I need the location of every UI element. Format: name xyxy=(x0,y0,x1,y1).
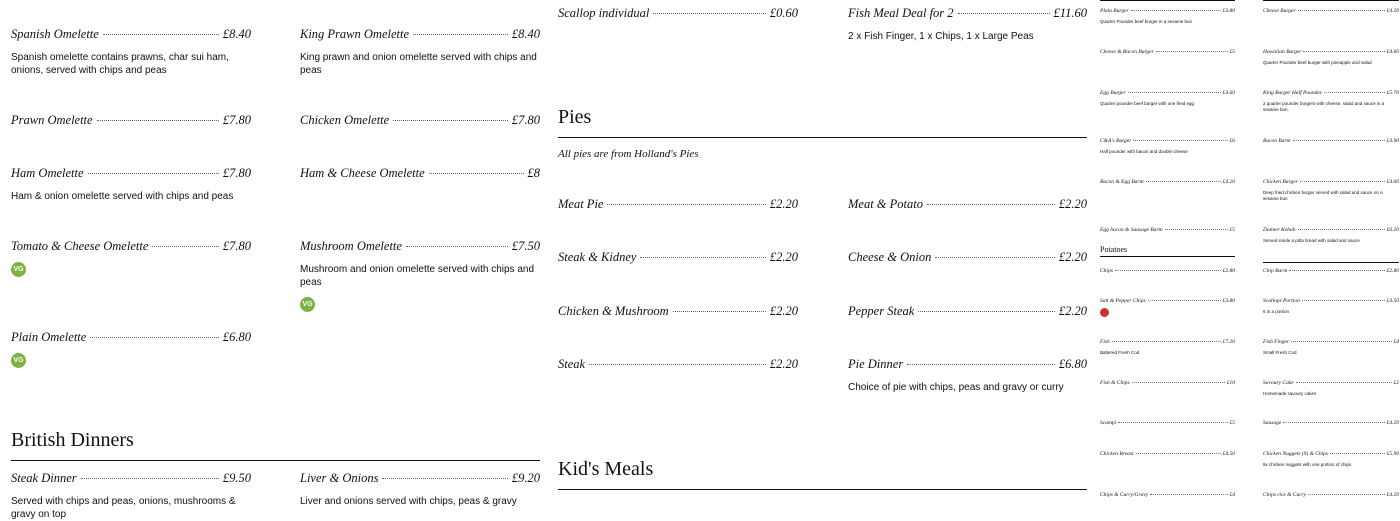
item-price: £6.20 xyxy=(1386,227,1399,233)
item-name: Cheese Burger xyxy=(1263,8,1296,14)
item-name: Meat Pie xyxy=(558,197,604,211)
menu-column-3 xyxy=(558,0,798,500)
item-price: £5 xyxy=(1229,49,1235,55)
item-name: Chicken Omelette xyxy=(300,113,390,127)
item-name: Fish Finger xyxy=(1263,339,1290,345)
menu-item xyxy=(848,6,1087,43)
item-description: King prawn and onion omelette served with chips and peas xyxy=(300,52,537,76)
item-description: Spanish omelette contains prawns, char sui ham, onions, served with chips and peas xyxy=(11,52,229,76)
item-price: £6 xyxy=(1229,138,1235,144)
menu-item xyxy=(1263,380,1399,397)
item-price: £7.80 xyxy=(222,113,251,127)
item-name: Chicken Burger xyxy=(1263,179,1298,185)
section-title: British Dinners xyxy=(11,429,134,451)
item-name: Fish Meal Deal for 2 xyxy=(848,6,954,20)
item-price: £2.20 xyxy=(769,304,798,318)
item-description: Served with chips and peas, onions, mushrooms & gravy on top xyxy=(11,496,236,520)
menu-item xyxy=(558,197,798,212)
item-price: £7.20 xyxy=(1222,339,1235,345)
menu-item xyxy=(1100,492,1235,498)
item-name: Chicken Nuggets (9) & Chips xyxy=(1263,451,1329,457)
item-name: Pie Dinner xyxy=(848,357,904,371)
item-name: Salt & Pepper Chips xyxy=(1100,298,1146,304)
item-price: £9.20 xyxy=(511,471,540,485)
item-description: 2 x Fish Finger, 1 x Chips, 1 x Large Peas xyxy=(848,31,1034,42)
item-description: Quarter Pounder beef burger in a sesame bun xyxy=(1100,19,1193,24)
item-description: Homemade savoury cakes xyxy=(1263,391,1317,396)
item-description: 6 in a portion xyxy=(1263,309,1290,314)
item-price: £7.80 xyxy=(222,166,251,180)
menu-item xyxy=(848,357,1087,394)
item-description: Quarter pounder beef burger with one fried egg xyxy=(1100,101,1195,106)
menu-item xyxy=(558,6,798,21)
item-description: Half pounder with bacon and double cheese xyxy=(1100,149,1188,154)
item-description: Ham & onion omelette served with chips and peas xyxy=(11,191,234,202)
item-price: £2.80 xyxy=(1386,268,1399,274)
item-name: King Prawn Omelette xyxy=(300,27,410,41)
item-price: £2.20 xyxy=(769,197,798,211)
spicy-chili-icon xyxy=(1100,308,1109,317)
item-description: Served inside a pitta bread with salad and sauce xyxy=(1263,238,1360,243)
menu-item xyxy=(1263,339,1399,356)
item-description: 9x chicken nuggets with one portion of chips xyxy=(1263,462,1352,467)
item-price: £2 xyxy=(1393,380,1399,386)
menu-item xyxy=(1263,179,1399,202)
item-price: £2.20 xyxy=(1058,250,1087,264)
item-price: £4.20 xyxy=(1386,420,1399,426)
item-name: Plain Omelette xyxy=(11,330,87,344)
item-price: £9.50 xyxy=(222,471,251,485)
menu-item xyxy=(300,239,540,312)
menu-item xyxy=(300,166,540,181)
item-name: Steak Dinner xyxy=(11,471,77,485)
menu-item xyxy=(1100,138,1235,155)
item-name: Cheese & Bacon Burger xyxy=(1100,49,1154,55)
item-name: Steak & Kidney xyxy=(558,250,637,264)
menu-item xyxy=(1100,179,1235,185)
item-name: Scampi xyxy=(1100,420,1117,426)
item-name: Plain Burger xyxy=(1100,8,1129,14)
item-price: £5.90 xyxy=(1386,451,1399,457)
menu-item xyxy=(1100,90,1235,107)
menu-item xyxy=(1100,8,1235,25)
item-name: Chip Barm xyxy=(1263,268,1288,274)
item-price: £7.80 xyxy=(511,113,540,127)
item-name: Ham Omelette xyxy=(11,166,84,180)
menu-item xyxy=(1263,49,1399,66)
item-name: Pepper Steak xyxy=(848,304,915,318)
item-price: £4.20 xyxy=(1386,8,1399,14)
item-price: £4 xyxy=(1393,339,1399,345)
item-name: Chicken & Mushroom xyxy=(558,304,669,318)
menu-item xyxy=(11,166,251,203)
menu-item xyxy=(558,304,798,319)
item-name: Tomato & Cheese Omelette xyxy=(11,239,149,253)
item-price: £6.80 xyxy=(1058,357,1087,371)
menu-item xyxy=(1263,227,1399,244)
item-price: £2.80 xyxy=(1222,268,1235,274)
vegetarian-badge-icon: VG xyxy=(11,353,26,368)
menu-item xyxy=(848,250,1087,265)
item-price: £3.80 xyxy=(1222,298,1235,304)
menu-item xyxy=(11,113,251,128)
section-heading-potatoes xyxy=(1100,245,1235,262)
item-price: £11.60 xyxy=(1053,6,1087,20)
item-price: £3.80 xyxy=(1222,8,1235,14)
item-name: Egg bacon & Sausage Barm xyxy=(1100,227,1163,233)
menu-item xyxy=(1100,268,1235,274)
item-name: Steak xyxy=(558,357,586,371)
item-name: C&A's Burger xyxy=(1100,138,1132,144)
item-name: Sausage xyxy=(1263,420,1282,426)
item-price: £4.60 xyxy=(1386,49,1399,55)
item-price: £0.60 xyxy=(769,6,798,20)
menu-column-2 xyxy=(300,0,540,507)
item-description: Battered Fresh Cod xyxy=(1100,350,1140,355)
menu-item xyxy=(1100,227,1235,233)
menu-item xyxy=(558,357,798,372)
item-description: Deep fried chicken burger served with salad and sauce on a sesame bun xyxy=(1263,190,1383,201)
item-price: £5.70 xyxy=(1386,90,1399,96)
menu-item xyxy=(1263,268,1399,274)
item-price: £3.90 xyxy=(1386,138,1399,144)
item-name: Hawaiian Burger xyxy=(1263,49,1302,55)
item-name: Chips rice & Curry xyxy=(1263,492,1306,498)
menu-item xyxy=(1100,339,1235,356)
item-price: £8.40 xyxy=(222,27,251,41)
item-price: £7.80 xyxy=(222,239,251,253)
section-title: Kid's Meals xyxy=(558,458,654,480)
item-name: Scallop individual xyxy=(558,6,650,20)
item-name: Cheese & Onion xyxy=(848,250,932,264)
item-name: Scallops Portion xyxy=(1263,298,1300,304)
item-description: Quarter Pounder beef burger with pineapple and salad xyxy=(1263,60,1372,65)
menu-column-5 xyxy=(1100,0,1235,500)
item-name: Liver & Onions xyxy=(300,471,379,485)
menu-item xyxy=(300,471,540,508)
vegetarian-badge-icon: VG xyxy=(300,297,315,312)
item-price: £2.20 xyxy=(1058,304,1087,318)
menu-item xyxy=(1263,492,1399,498)
section-title: Pies xyxy=(558,106,592,128)
menu-item xyxy=(1263,8,1399,14)
item-name: Mushroom Omelette xyxy=(300,239,402,253)
menu-item xyxy=(11,239,251,277)
item-name: Egg Burger xyxy=(1100,90,1126,96)
item-name: Chips xyxy=(1100,268,1113,274)
item-name: Bacon & Egg Barm xyxy=(1100,179,1144,185)
item-price: £8 xyxy=(527,166,540,180)
menu-item xyxy=(1263,420,1399,426)
menu-column-6 xyxy=(1263,0,1399,500)
item-description: Small Fresh Cod xyxy=(1263,350,1297,355)
menu-item xyxy=(1263,90,1399,113)
item-price: £4.50 xyxy=(1222,451,1235,457)
item-price: £5 xyxy=(1229,227,1235,233)
item-description: Choice of pie with chips, peas and gravy or curry xyxy=(848,382,1064,393)
vegetarian-badge-icon: VG xyxy=(11,262,26,277)
item-name: Savoury Cake xyxy=(1263,380,1294,386)
item-name: Fish & Chips xyxy=(1100,380,1130,386)
menu-column-4 xyxy=(848,0,1087,500)
menu-item xyxy=(848,304,1087,319)
item-price: £7.50 xyxy=(511,239,540,253)
menu-item xyxy=(1100,49,1235,55)
item-price: £4.20 xyxy=(1386,492,1399,498)
menu-column-1 xyxy=(11,0,251,520)
item-description: Liver and onions served with chips, peas & gravy xyxy=(300,496,517,507)
item-name: Fish xyxy=(1100,339,1110,345)
item-price: £2.20 xyxy=(769,250,798,264)
menu-item xyxy=(1263,451,1399,468)
item-price: £8.40 xyxy=(511,27,540,41)
menu-item xyxy=(1100,420,1235,426)
menu-item xyxy=(848,197,1087,212)
item-price: £4.60 xyxy=(1222,90,1235,96)
item-name: Prawn Omelette xyxy=(11,113,93,127)
item-price: £10 xyxy=(1226,380,1235,386)
item-name: King Burger Half Pounder xyxy=(1263,90,1322,96)
menu-item xyxy=(1263,298,1399,315)
item-price: £5 xyxy=(1229,420,1235,426)
menu-item xyxy=(300,27,540,77)
item-description: Mushroom and onion omelette served with chips and peas xyxy=(300,264,535,288)
item-name: Bacon Barm xyxy=(1263,138,1291,144)
menu-item xyxy=(1100,451,1235,457)
item-name: Meat & Potato xyxy=(848,197,923,211)
menu-item xyxy=(1263,138,1399,144)
pies-supplier-note: All pies are from Holland's Pies xyxy=(558,148,699,160)
item-price: £6.80 xyxy=(222,330,251,344)
item-price: £2.20 xyxy=(769,357,798,371)
item-name: Ham & Cheese Omelette xyxy=(300,166,425,180)
section-title: Potatoes xyxy=(1100,245,1128,254)
item-price: £2.20 xyxy=(1058,197,1087,211)
menu-item xyxy=(11,471,251,521)
item-name: Chicken Breast xyxy=(1100,451,1134,457)
item-price: £4.60 xyxy=(1386,179,1399,185)
menu-item xyxy=(11,330,251,368)
item-price: £3.50 xyxy=(1386,298,1399,304)
menu-item xyxy=(11,27,251,77)
menu-item xyxy=(300,113,540,128)
item-price: £4 xyxy=(1229,492,1235,498)
item-name: Donner Kebab xyxy=(1263,227,1296,233)
item-price: £4.20 xyxy=(1222,179,1235,185)
menu-item xyxy=(1100,380,1235,386)
menu-item xyxy=(558,250,798,265)
menu-item xyxy=(1100,298,1235,322)
item-name: Chips & Curry/Gravy xyxy=(1100,492,1149,498)
item-description: 2 quarter pounder burgers with cheese, salad and sauce in a sesame bun. xyxy=(1263,101,1385,112)
item-name: Spanish Omelette xyxy=(11,27,99,41)
